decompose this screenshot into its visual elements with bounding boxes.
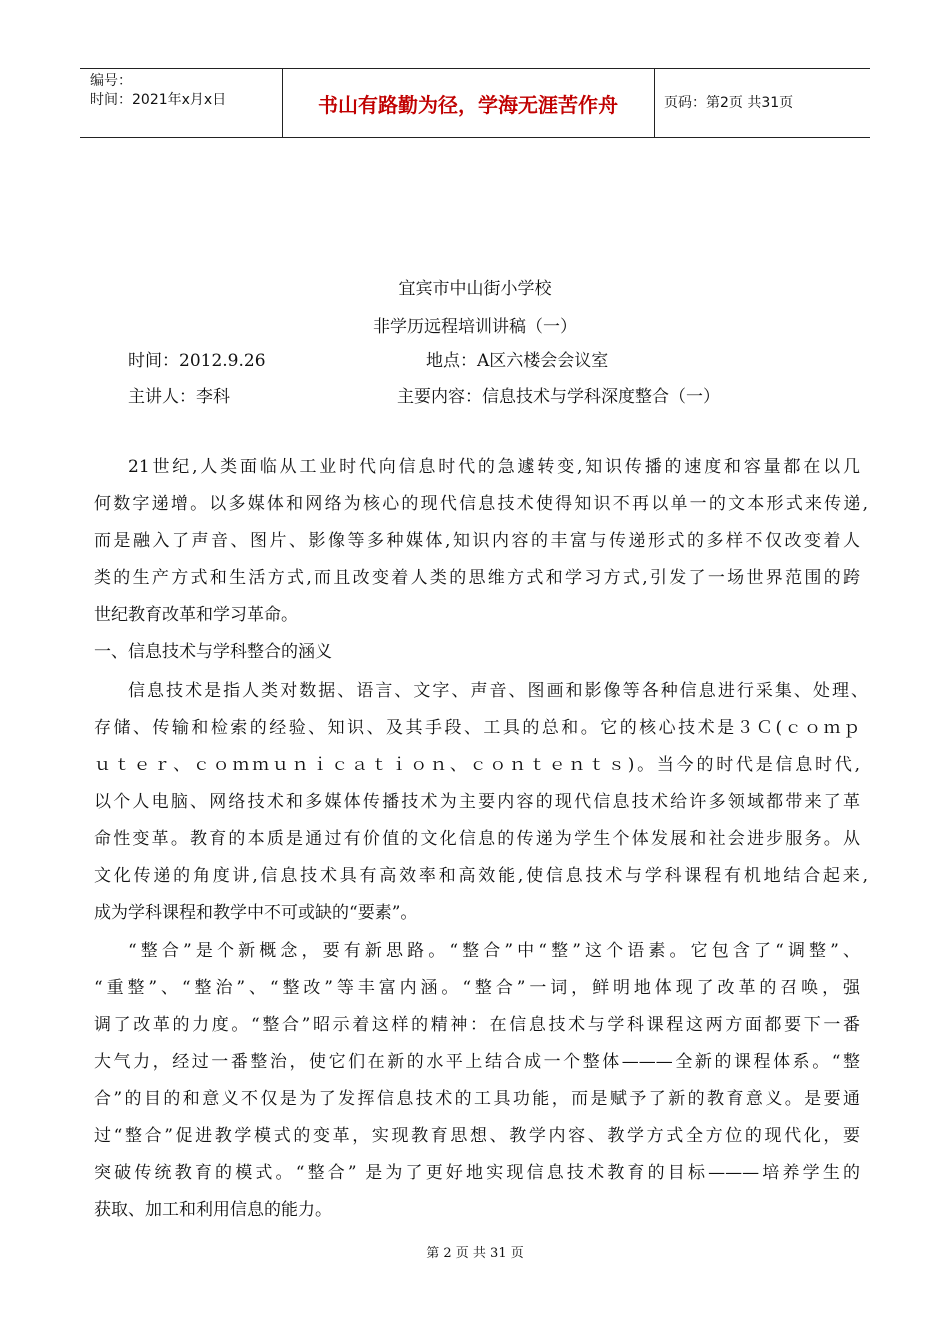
paragraph-line: 21世纪,人类面临从工业时代向信息时代的急遽转变,知识传播的速度和容量都在以几: [128, 457, 860, 477]
paragraph-line: 调了改革的力度。“整合”昭示着这样的精神：在信息技术与学科课程这两方面都要下一番: [94, 1015, 860, 1035]
page-footer: 第 2 页 共 31 页: [426, 1246, 524, 1261]
paragraph-line: 信息技术是指人类对数据、语言、文字、声音、图画和影像等各种信息进行采集、处理、: [128, 681, 868, 701]
paragraph-line: “整合”是个新概念，要有新思路。“整合”中“整”这个语素。它包含了“调整”、: [128, 941, 860, 961]
page-info: 页码：第2页 共31页: [664, 95, 794, 111]
header-motto-cell: [282, 69, 655, 137]
paragraph-line: ｕｔｅｒ、ｃｏｍｍｕｎｉｃａｔｉｏｎ、ｃｏｎｔｅｎｔｓ)。当今的时代是信息时代,: [94, 755, 860, 775]
paragraph-line: 命性变革。教育的本质是通过有价值的文化信息的传递为学生个体发展和社会进步服务。从: [94, 829, 860, 849]
header-page-cell: [654, 69, 870, 137]
motto: 书山有路勤为径，学海无涯苦作舟: [318, 93, 618, 117]
lecture-speaker: 主讲人：李科: [128, 387, 230, 407]
document-title: 非学历远程培训讲稿（一）: [373, 317, 577, 337]
paragraph-line: 以个人电脑、网络技术和多媒体传播技术为主要内容的现代信息技术给许多领域都带来了革: [94, 792, 860, 812]
paragraph-line: 类的生产方式和生活方式,而且改变着人类的思维方式和学习方式,引发了一场世界范围的跨: [94, 568, 860, 588]
paragraph-line: 存储、传输和检索的经验、知识、及其手段、工具的总和。它的核心技术是３Ｃ(ｃｏｍｐ: [94, 718, 860, 738]
header-meta-cell: [80, 69, 283, 137]
paragraph-line: 获取、加工和利用信息的能力。: [94, 1200, 332, 1220]
paragraph-line: 大气力，经过一番整治，使它们在新的水平上结合成一个整体———全新的课程体系。“整: [94, 1052, 860, 1072]
paragraph-line: 世纪教育改革和学习革命。: [94, 605, 298, 625]
paragraph-line: 突破传统教育的模式。“整合” 是为了更好地实现信息技术教育的目标———培养学生的: [94, 1163, 860, 1183]
number-label: 编号：: [90, 73, 132, 89]
school-name: 宜宾市中山街小学校: [398, 279, 552, 299]
paragraph-line: 过“整合”促进教学模式的变革，实现教育思想、教学内容、教学方式全方位的现代化，要: [94, 1126, 860, 1146]
section-heading: 一、信息技术与学科整合的涵义: [94, 642, 332, 662]
lecture-time: 时间：2012.9.26: [128, 351, 266, 371]
lecture-content: 主要内容：信息技术与学科深度整合（一）: [397, 387, 720, 407]
paragraph-line: “重整”、“整治”、“整改”等丰富内涵。“整合”一词，鲜明地体现了改革的召唤，强: [94, 978, 860, 998]
header-table: [80, 68, 870, 138]
paragraph-line: 而是融入了声音、图片、影像等多种媒体,知识内容的丰富与传递形式的多样不仅改变着人: [94, 531, 860, 551]
paragraph-line: 合”的目的和意义不仅是为了发挥信息技术的工具功能，而是赋予了新的教育意义。是要通: [94, 1089, 860, 1109]
paragraph-line: 成为学科课程和教学中不可或缺的“要素”。: [94, 903, 418, 923]
time-label: 时间：2021年x月x日: [90, 92, 227, 108]
lecture-place: 地点：A区六楼会会议室: [426, 351, 609, 371]
paragraph-line: 何数字递增。以多媒体和网络为核心的现代信息技术使得知识不再以单一的文本形式来传递,: [94, 494, 868, 514]
paragraph-line: 文化传递的角度讲,信息技术具有高效率和高效能,使信息技术与学科课程有机地结合起来,: [94, 866, 868, 886]
